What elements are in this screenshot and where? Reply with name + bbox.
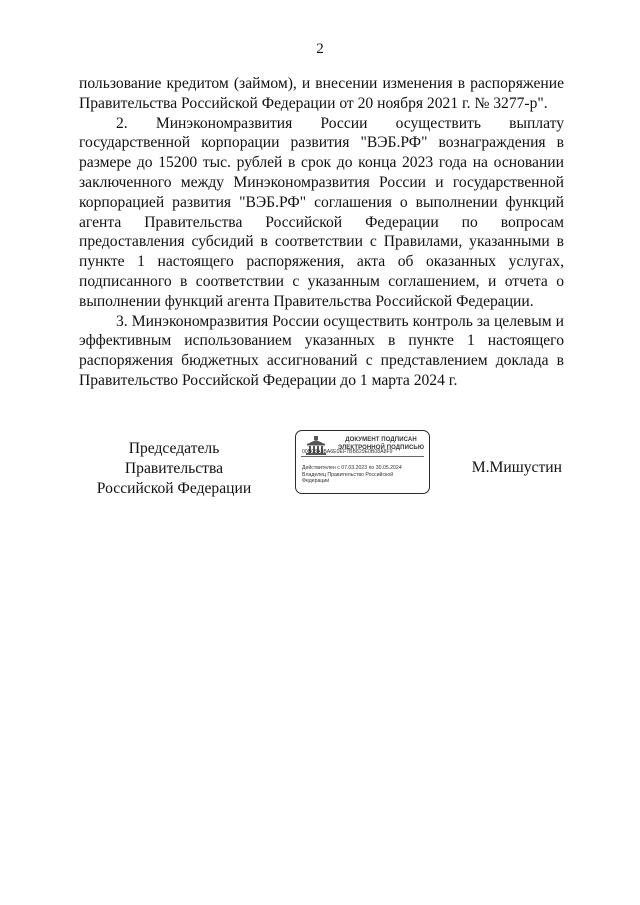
stamp-title: ДОКУМЕНТ ПОДПИСАН ЭЛЕКТРОННОЙ ПОДПИСЬЮ: [337, 437, 425, 451]
stamp-owner-line-2: Федерации: [302, 478, 330, 484]
stamp-owner-line-1: Владелец Правительство Российской: [302, 472, 394, 478]
electronic-signature-stamp: [295, 430, 430, 494]
page-number: 2: [316, 41, 324, 57]
signatory-name: М.Мишустин: [471, 459, 562, 476]
stamp-certificate: 00B08A8BA6E0EF7BB829E0B08A8F9: [302, 449, 393, 455]
signatory-position-line-1: Председатель Правительства: [124, 440, 224, 477]
stamp-divider: [301, 456, 424, 457]
signatory-position: [79, 439, 269, 499]
paragraph-continuation: пользование кредитом (займом), и внесении изменения в распоряжение Правительства Российской Федерации от 20 ноября 2021 г. № 3277-р".: [79, 75, 564, 112]
paragraph-item-2: 2. Минэкономразвития России осуществить выплату государственной корпорации развития "ВЭБ.РФ" вознаграждения в размере до 15200 тыс. рублей в срок до конца 2023 года на основании заключенного между Минэкономразвития России и государственной корпорацией развития "ВЭБ.РФ" соглашения о выполнении функций агента Правительства Российской Федерации по вопросам предоставления субсидий в соответствии с Правилами, указанными в пункте 1 настоящего распоряжения, акта об оказанных услугах, подписанного в соответствии с указанным соглашением, и отчета о выполнении функций агента Правительства Российской Федерации.: [79, 114, 564, 310]
document-body: [79, 74, 564, 391]
stamp-validity: Действителен с 07.03.2023 по 30.05.2024: [302, 465, 402, 471]
signatory-position-line-2: Российской Федерации: [96, 480, 252, 497]
paragraph-item-3: 3. Минэкономразвития России осуществить контроль за целевым и эффективным использованием указанных в пункте 1 настоящего распоряжения бюджетных ассигнований с представлением доклада в Правительство Российской Федерации до 1 марта 2024 г.: [79, 312, 564, 389]
